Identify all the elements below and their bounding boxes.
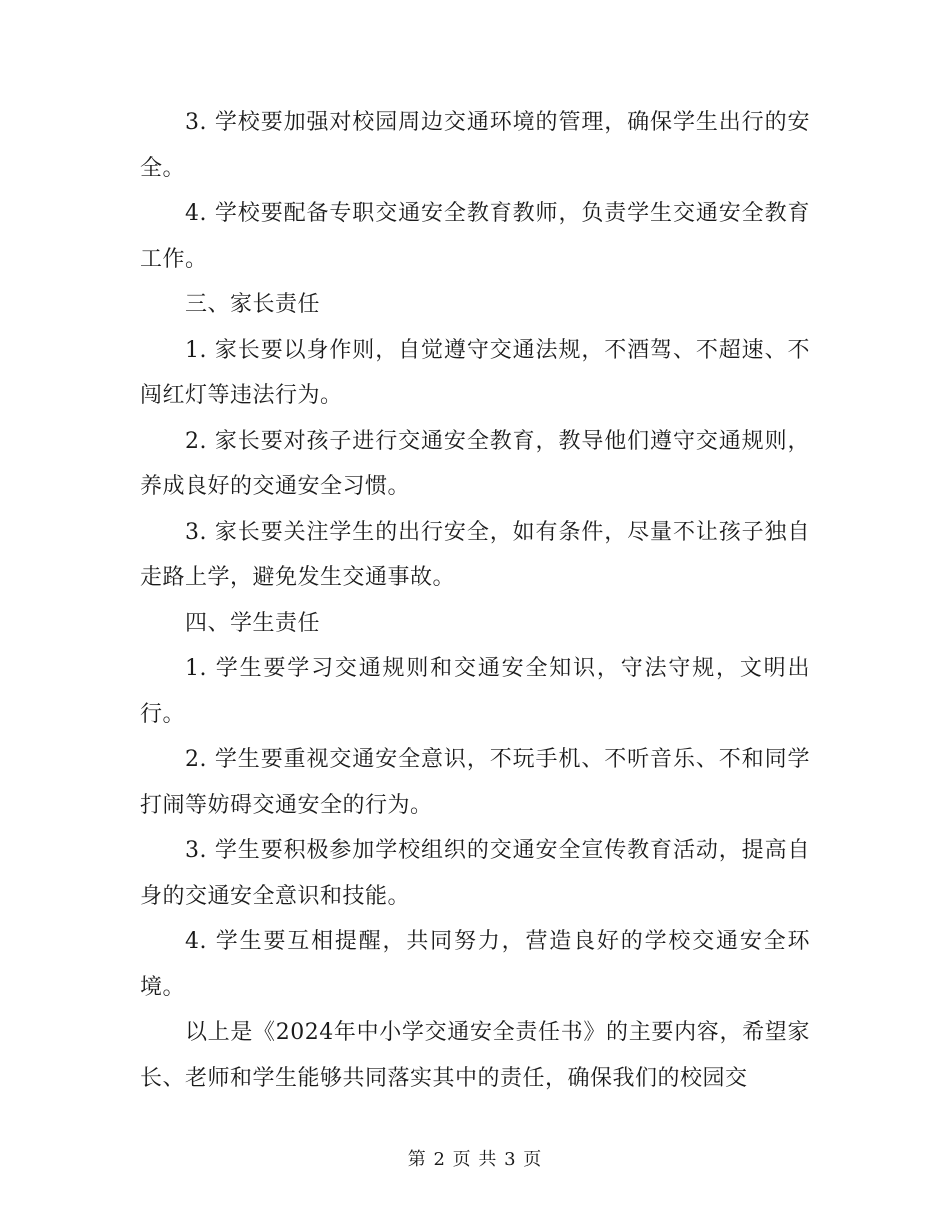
paragraph-school-4: 4. 学校要配备专职交通安全教育教师，负责学生交通安全教育工作。 [140,201,810,272]
document-body [140,100,810,1101]
paragraph-parents-3: 3. 家长要关注学生的出行安全，如有条件，尽量不让孩子独自走路上学，避免发生交通事故。 [140,519,810,590]
paragraph-parents-1: 1. 家长要以身作则，自觉遵守交通法规，不酒驾、不超速、不闯红灯等违法行为。 [140,337,810,408]
paragraph-parents-2: 2. 家长要对孩子进行交通安全教育，教导他们遵守交通规则，养成良好的交通安全习惯。 [140,428,810,499]
section-heading-parents: 三、家长责任 [185,292,321,317]
paragraph-students-2: 2. 学生要重视交通安全意识，不玩手机、不听音乐、不和同学打闹等妨碍交通安全的行为。 [140,747,810,818]
paragraph-conclusion: 以上是《2024年中小学交通安全责任书》的主要内容，希望家长、老师和学生能够共同落实其中的责任，确保我们的校园交 [140,1020,810,1091]
paragraph-students-4: 4. 学生要互相提醒，共同努力，营造良好的学校交通安全环境。 [140,929,810,1000]
section-heading-students: 四、学生责任 [185,610,321,636]
paragraph-school-3: 3. 学校要加强对校园周边交通环境的管理，确保学生出行的安全。 [140,110,810,181]
paragraph-students-1: 1. 学生要学习交通规则和交通安全知识，守法守规，文明出行。 [140,656,810,727]
paragraph-students-3: 3. 学生要积极参加学校组织的交通安全宣传教育活动，提高自身的交通安全意识和技能。 [140,838,810,909]
page-number-footer: 第 2 页 共 3 页 [407,1149,543,1170]
